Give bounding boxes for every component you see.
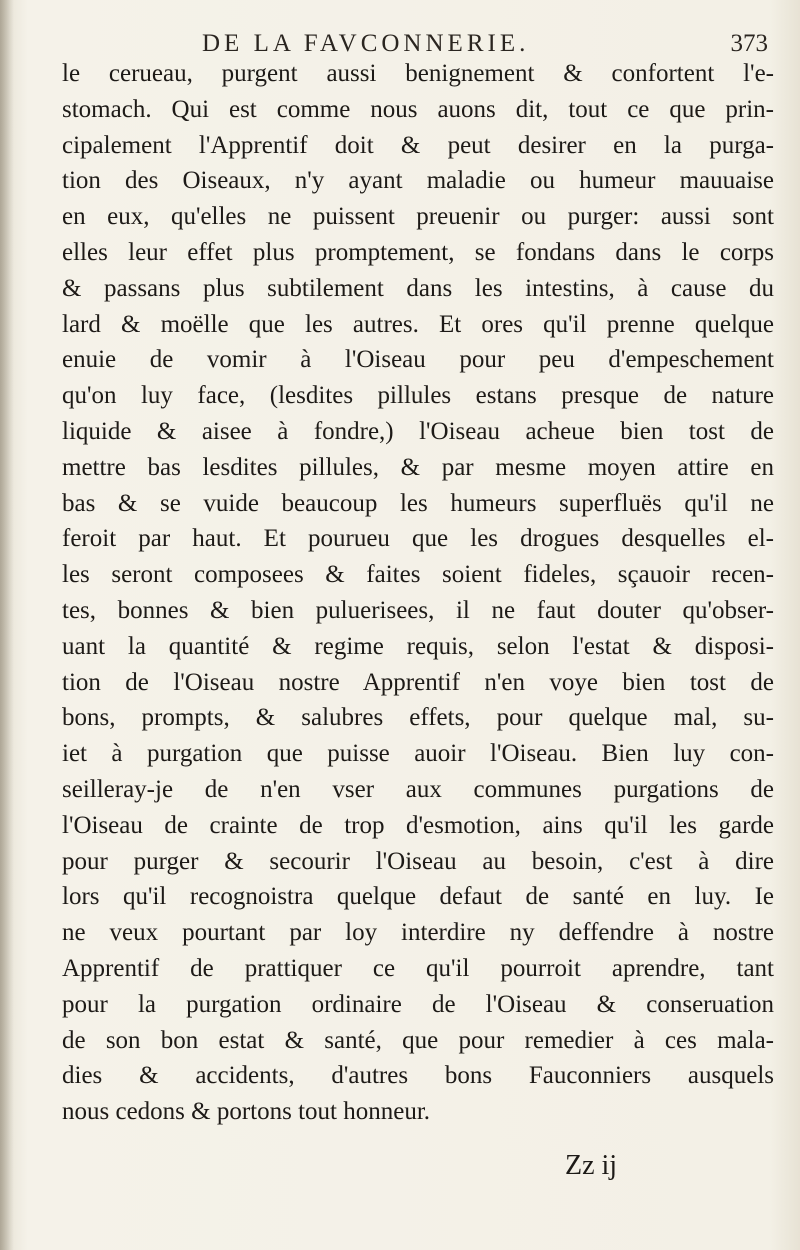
- text-line: tion de l'Oiseau nostre Apprentif n'en voye bien tost de: [62, 668, 774, 696]
- text-line: le cerueau, purgent aussi benignement & confortent l'e-: [62, 60, 774, 87]
- text-line: uant la quantité & regime requis, selon l'estat & disposi-: [62, 632, 774, 660]
- text-line: stomach. Qui est comme nous auons dit, tout ce que prin-: [62, 95, 774, 123]
- text-line: bas & se vuide beaucoup les humeurs superfluës qu'il ne: [62, 489, 774, 517]
- text-line: les seront composees & faites soient fideles, sçauoir recen-: [62, 561, 774, 589]
- text-line: elles leur effet plus promptement, se fondans dans le corps: [62, 238, 774, 266]
- text-line: pour purger & secourir l'Oiseau au besoin, c'est à dire: [62, 847, 774, 875]
- text-line: bons, prompts, & salubres effets, pour quelque mal, su-: [62, 704, 774, 732]
- body-text: [62, 56, 774, 1130]
- running-head: DE LA FAVCONNERIE.: [202, 30, 530, 57]
- text-line: dies & accidents, d'autres bons Fauconniers ausquels: [62, 1062, 774, 1090]
- text-line: lard & moëlle que les autres. Et ores qu'il prenne quelque: [62, 310, 774, 338]
- text-line: liquide & aisee à fondre,) l'Oiseau acheue bien tost de: [62, 417, 774, 445]
- page-number: 373: [730, 30, 768, 57]
- text-line: tion des Oiseaux, n'y ayant maladie ou humeur mauuaise: [62, 167, 774, 195]
- text-line: de son bon estat & santé, que pour remedier à ces mala-: [62, 1026, 774, 1054]
- signature-mark: Zz ij: [565, 1150, 618, 1181]
- text-line: enuie de vomir à l'Oiseau pour peu d'empeschement: [62, 346, 774, 374]
- text-line: & passans plus subtilement dans les intestins, à cause du: [62, 274, 774, 302]
- text-line: iet à purgation que puisse auoir l'Oiseau. Bien luy con-: [62, 740, 774, 768]
- text-line: feroit par haut. Et pourueu que les drogues desquelles el-: [62, 525, 774, 553]
- text-line: lors qu'il recognoistra quelque defaut de santé en luy. Ie: [62, 883, 774, 911]
- text-line: pour la purgation ordinaire de l'Oiseau & conseruation: [62, 990, 774, 1018]
- text-line: en eux, qu'elles ne puissent preuenir ou purger: aussi sont: [62, 203, 774, 231]
- text-line: cipalement l'Apprentif doit & peut desirer en la purga-: [62, 131, 774, 159]
- text-line: ne veux pourtant par loy interdire ny deffendre à nostre: [62, 919, 774, 947]
- text-line: nous cedons & portons tout honneur.: [62, 1098, 431, 1126]
- text-line: l'Oiseau de crainte de trop d'esmotion, ains qu'il les garde: [62, 811, 774, 839]
- text-line: Apprentif de prattiquer ce qu'il pourroit aprendre, tant: [62, 954, 774, 982]
- text-line: seilleray-je de n'en vser aux communes purgations de: [62, 775, 774, 803]
- text-line: qu'on luy face, (lesdites pillules estans presque de nature: [62, 382, 774, 410]
- gutter-shadow: [0, 0, 14, 1250]
- text-line: mettre bas lesdites pillules, & par mesme moyen attire en: [62, 453, 774, 481]
- text-line: tes, bonnes & bien puluerisees, il ne faut douter qu'obser-: [62, 596, 774, 624]
